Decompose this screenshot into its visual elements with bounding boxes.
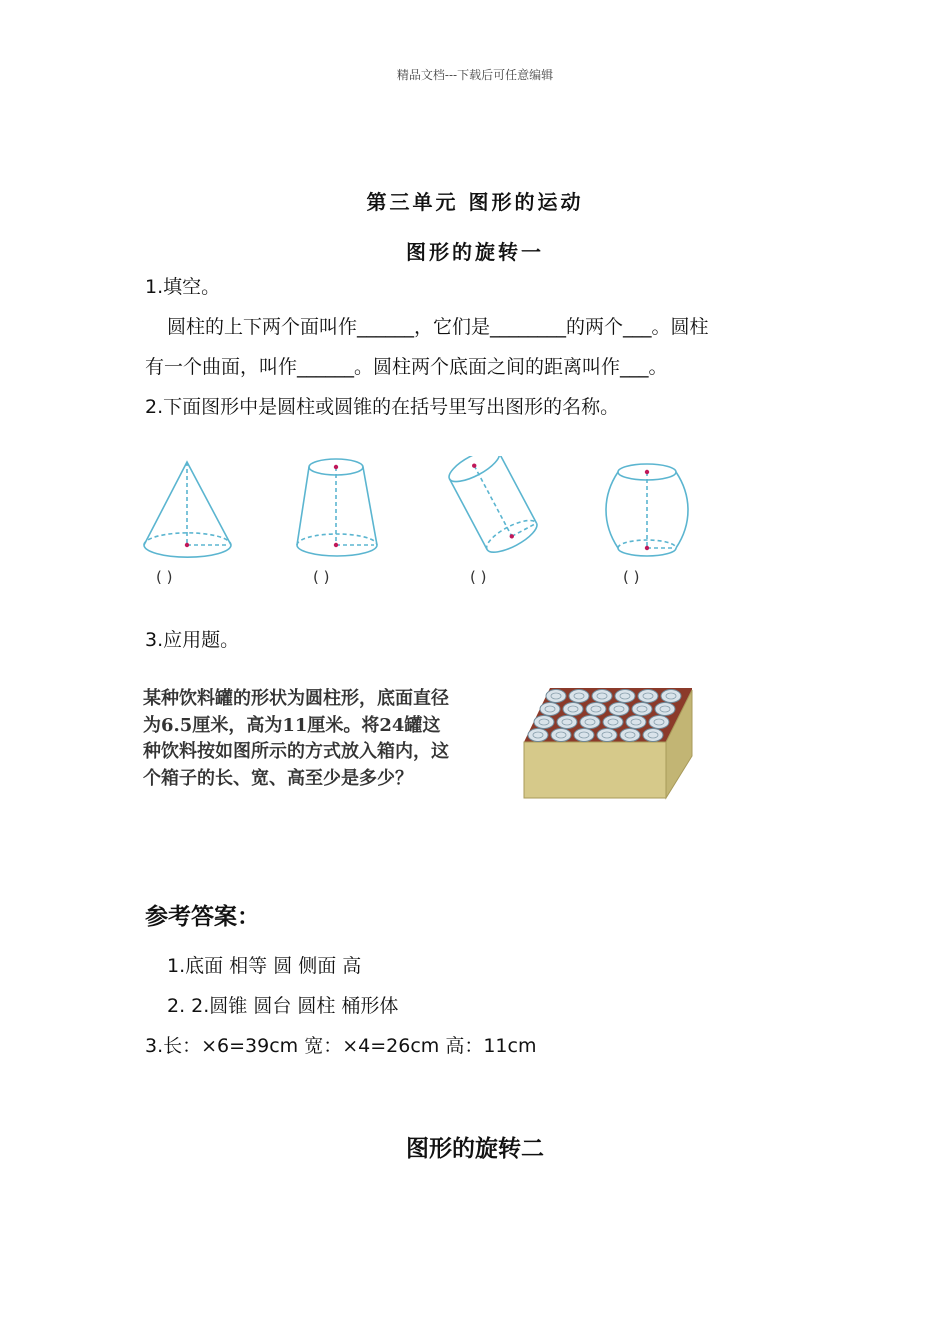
can-top	[649, 716, 669, 729]
can-top	[626, 716, 646, 729]
answer-2: 2. 2.圆锥 圆台 圆柱 桶形体	[167, 995, 399, 1017]
answer-3: 3.长：×6=39cm 宽：×4=26cm 高：11cm	[145, 1035, 537, 1057]
page-header: 精品文档---下载后可任意编辑	[396, 68, 554, 82]
problem-line: 个箱子的长、宽、高至少是多少？	[143, 767, 413, 789]
can-top	[534, 716, 554, 729]
unit-title: 第三单元 图形的运动	[366, 190, 584, 214]
problem-line: 种饮料按如图所示的方式放入箱内，这	[143, 741, 449, 762]
cone-shape	[144, 462, 231, 557]
can-box-illustration	[520, 686, 695, 802]
answer-paren-3: ( )	[470, 568, 487, 586]
problem-text	[143, 686, 488, 792]
answer-paren-4: ( )	[623, 568, 640, 586]
frustum-shape	[297, 459, 377, 556]
question-1-label: 1.填空。	[145, 276, 221, 298]
can-top	[586, 703, 606, 716]
can-top	[632, 703, 652, 716]
can-top	[655, 703, 675, 716]
can-top	[574, 729, 594, 742]
tilted-cylinder-shape	[445, 456, 541, 558]
answer-paren-1: ( )	[156, 568, 173, 586]
can-top	[580, 716, 600, 729]
barrel-shape	[606, 464, 688, 556]
question-2-label: 2.下面图形中是圆柱或圆锥的在括号里写出图形的名称。	[145, 396, 620, 418]
question-1-line-1: 圆柱的上下两个面叫作______，它们是________的两个___。圆柱	[167, 316, 709, 338]
can-top	[615, 690, 635, 703]
can-top	[592, 690, 612, 703]
can-top	[643, 729, 663, 742]
answer-paren-2: ( )	[313, 568, 330, 586]
can-top	[597, 729, 617, 742]
can-top	[546, 690, 566, 703]
can-top	[638, 690, 658, 703]
can-top	[551, 729, 571, 742]
next-section-title: 图形的旋转二	[406, 1136, 544, 1162]
can-top	[603, 716, 623, 729]
lesson-title: 图形的旋转一	[406, 240, 544, 264]
question-1-line-2: 有一个曲面，叫作______。圆柱两个底面之间的距离叫作___。	[145, 356, 668, 378]
can-top	[557, 716, 577, 729]
can-top	[569, 690, 589, 703]
can-top	[620, 729, 640, 742]
problem-line: 为6.5厘米，高为11厘米。将24罐这	[143, 714, 441, 736]
can-top	[528, 729, 548, 742]
can-top	[609, 703, 629, 716]
answer-1: 1.底面 相等 圆 侧面 高	[167, 955, 362, 977]
question-3-label: 3.应用题。	[145, 629, 240, 651]
can-top	[661, 690, 681, 703]
shapes-figure	[140, 456, 700, 590]
problem-line: 某种饮料罐的形状为圆柱形，底面直径	[143, 688, 449, 709]
answers-title: 参考答案：	[145, 904, 260, 930]
can-top	[563, 703, 583, 716]
can-top	[540, 703, 560, 716]
